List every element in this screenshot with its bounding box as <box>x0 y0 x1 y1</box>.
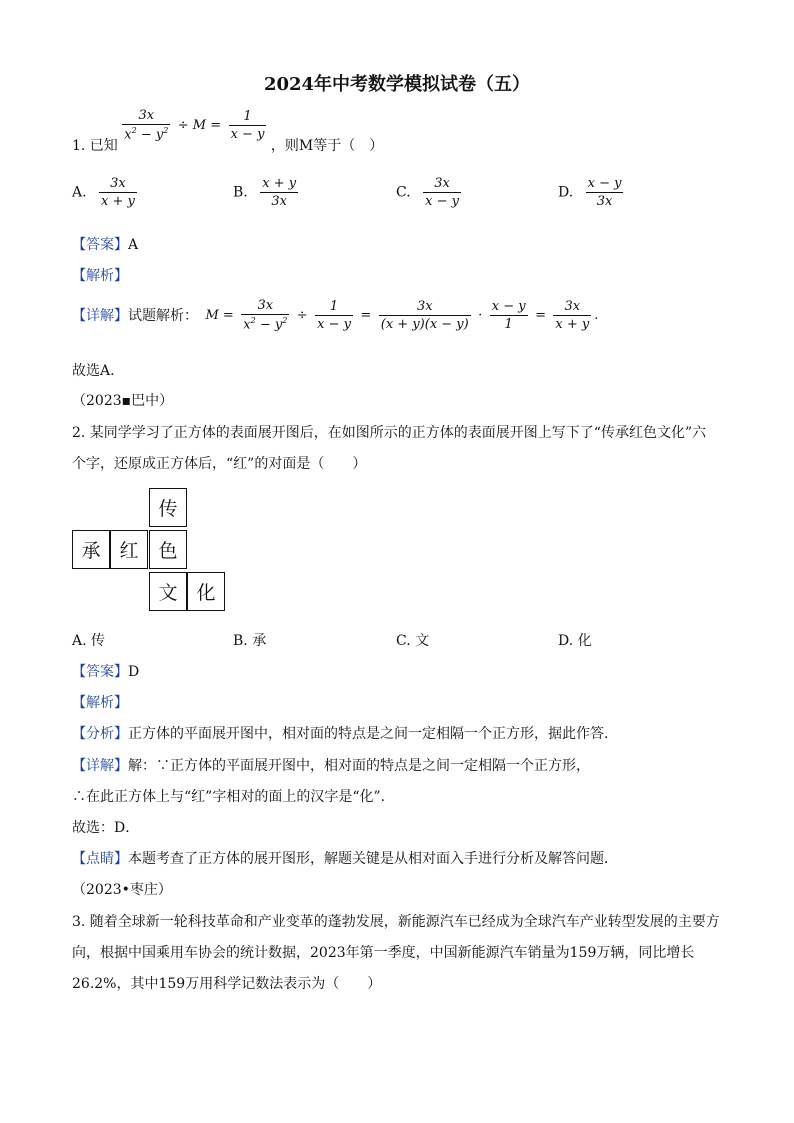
q1-fraction-left: $\frac{3x}{x^2 - y^2}$ <box>124 108 169 143</box>
q1-answer: 【答案】A <box>72 237 139 253</box>
q2-answer: 【答案】D <box>72 664 140 680</box>
q2-detail-line2: ∴在此正方体上与“红”字相对的面上的汉字是“化”. <box>72 789 386 805</box>
q3-source: （2023•枣庄） <box>72 882 172 898</box>
net-cell-wen: 文 <box>149 572 187 611</box>
question-1-suffix: ，则M等于（ ） <box>270 138 384 155</box>
q1-option-a[interactable]: A. $\frac{3x}{x + y}$ <box>72 176 135 209</box>
question-1-stem: 1. 已知 $\frac{3x}{x^2 - y^2}$ ÷ M = $\frac{1}{x - y}$ ，则M等于（ ） <box>72 108 384 155</box>
net-cell-se: 色 <box>149 530 187 569</box>
question-1-prefix: 1. 已知 <box>72 138 118 155</box>
q2-dianjing: 【点睛】本题考查了正方体的展开图形，解题关键是从相对面入手进行分析及解答问题． <box>72 851 618 867</box>
net-cell-hong: 红 <box>110 530 148 569</box>
net-cell-cheng: 承 <box>72 530 110 569</box>
net-cell-chuan: 传 <box>149 488 187 527</box>
q2-fenxi: 【分析】正方体的平面展开图中，相对面的特点是之间一定相隔一个正方形，据此作答． <box>72 726 618 742</box>
q1-fraction-right: $\frac{1}{x - y}$ <box>230 108 265 142</box>
q1-option-b[interactable]: B. $\frac{x + y}{3x}$ <box>233 176 297 209</box>
q1-detail: 【详解】试题解析： M = $\frac{3x}{x^2 - y^2}$ ÷ $\frac{1}{x - y}$ = $\frac{3x}{(x + y)(x - y)}$ · $\frac{x - y}{1}$ = $\frac{3x}{x + y}$ . <box>72 298 599 333</box>
q2-option-b[interactable]: B. 承 <box>233 633 267 649</box>
q3-stem-line2: 向，根据中国乘用车协会的统计数据，2023年第一季度，中国新能源汽车销量为159万辆，同比增长 <box>72 945 695 961</box>
q2-option-a[interactable]: A. 传 <box>72 633 106 649</box>
q2-source: （2023▪巴中） <box>72 393 174 409</box>
q1-conclusion: 故选A. <box>72 363 115 379</box>
page-title: 2024年中考数学模拟试卷（五） <box>263 74 531 95</box>
net-cell-hua: 化 <box>187 572 225 611</box>
q3-stem-line3: 26.2%，其中159万用科学记数法表示为（ ） <box>72 976 382 992</box>
q2-detail-line1: 【详解】解：∵正方体的平面展开图中，相对面的特点是之间一定相隔一个正方形， <box>72 758 590 774</box>
cube-net-figure <box>72 488 232 612</box>
q1-option-c[interactable]: C. $\frac{3x}{x - y}$ <box>396 176 459 209</box>
q2-analysis-tag: 【解析】 <box>72 695 128 711</box>
q2-stem-line2: 个字，还原成正方体后，“红”的对面是（ ） <box>72 456 367 472</box>
q1-analysis-tag: 【解析】 <box>72 268 128 284</box>
q3-stem-line1: 3. 随着全球新一轮科技革命和产业变革的蓬勃发展，新能源汽车已经成为全球汽车产业转型发展的主要方 <box>72 914 720 930</box>
q2-conclusion: 故选：D． <box>72 820 140 836</box>
q2-stem-line1: 2. 某同学学习了正方体的表面展开图后，在如图所示的正方体的表面展开图上写下了“传承红色文化”六 <box>72 425 707 441</box>
q1-option-d[interactable]: D. $\frac{x - y}{3x}$ <box>558 176 622 209</box>
q2-option-c[interactable]: C. 文 <box>396 633 430 649</box>
q2-option-d[interactable]: D. 化 <box>558 633 592 649</box>
